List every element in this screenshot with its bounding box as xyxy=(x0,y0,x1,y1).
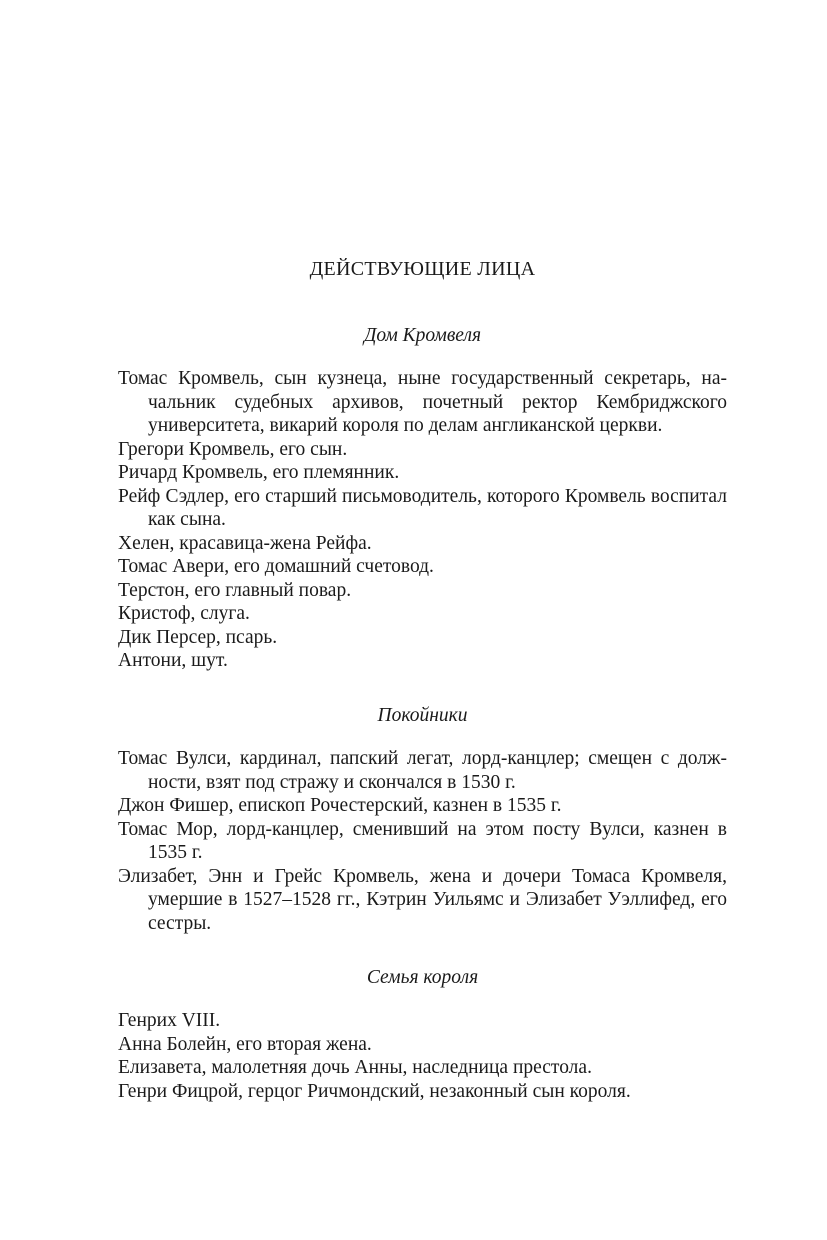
section-heading: Покойники xyxy=(377,705,468,726)
page-title: ДЕЙСТВУЮЩИЕ ЛИЦА xyxy=(309,258,536,280)
character-entry: Хелен, красавица-жена Рейфа. xyxy=(118,532,372,554)
character-entry: Рейф Сэдлер, его старший письмоводитель, которого Кромвель воспитал как сына. xyxy=(118,485,727,530)
character-entry: Кристоф, слуга. xyxy=(118,603,250,624)
character-entry: Томас Авери, его домашний счетовод. xyxy=(118,556,434,577)
character-entry: Ричард Кромвель, его племянник. xyxy=(118,462,400,483)
character-entry: Дик Персер, псарь. xyxy=(118,626,278,648)
section-the-dead xyxy=(118,704,727,935)
character-entry: Елизавета, малолетняя дочь Анны, наследница престола. xyxy=(118,1057,592,1078)
character-entry: Элизабет, Энн и Грейс Кромвель, жена и дочери Томаса Кромвеля, умершие в 1527–1528 гг., Кэтрин Уильямс и Элизабет Уэллифед, его сестры. xyxy=(118,865,727,934)
section-kings-family xyxy=(118,966,727,1103)
character-entry: Генрих VIII. xyxy=(118,1010,221,1031)
section-house-of-cromwell xyxy=(118,324,727,673)
character-entry: Джон Фишер, епископ Рочестерский, казнен в 1535 г. xyxy=(118,795,562,816)
section-heading: Семья короля xyxy=(366,967,479,988)
character-entry: Генри Фицрой, герцог Ричмондский, незаконный сын короля. xyxy=(118,1080,631,1102)
character-entry: Томас Мор, лорд-канцлер, сменивший на этом посту Вулси, казнен в 1535 г. xyxy=(118,818,727,863)
character-entry: Томас Кромвель, сын кузнеца, ныне государственный секретарь, начальник судебных архивов, почетный ректор Кембриджского университета, викарий короля по делам англиканской церкви. xyxy=(118,368,727,436)
character-list xyxy=(118,1009,727,1103)
character-list xyxy=(118,747,727,935)
character-entry: Терстон, его главный повар. xyxy=(118,579,352,601)
character-entry: Грегори Кромвель, его сын. xyxy=(118,438,348,460)
character-entry: Антони, шут. xyxy=(118,650,228,671)
section-heading: Дом Кромвеля xyxy=(363,325,482,346)
character-entry: Томас Вулси, кардинал, папский легат, лорд-канцлер; смещен с должности, взят под стражу и скончался в 1530 г. xyxy=(118,748,727,793)
character-entry: Анна Болейн, его вторая жена. xyxy=(118,1033,372,1055)
character-list xyxy=(118,367,727,673)
